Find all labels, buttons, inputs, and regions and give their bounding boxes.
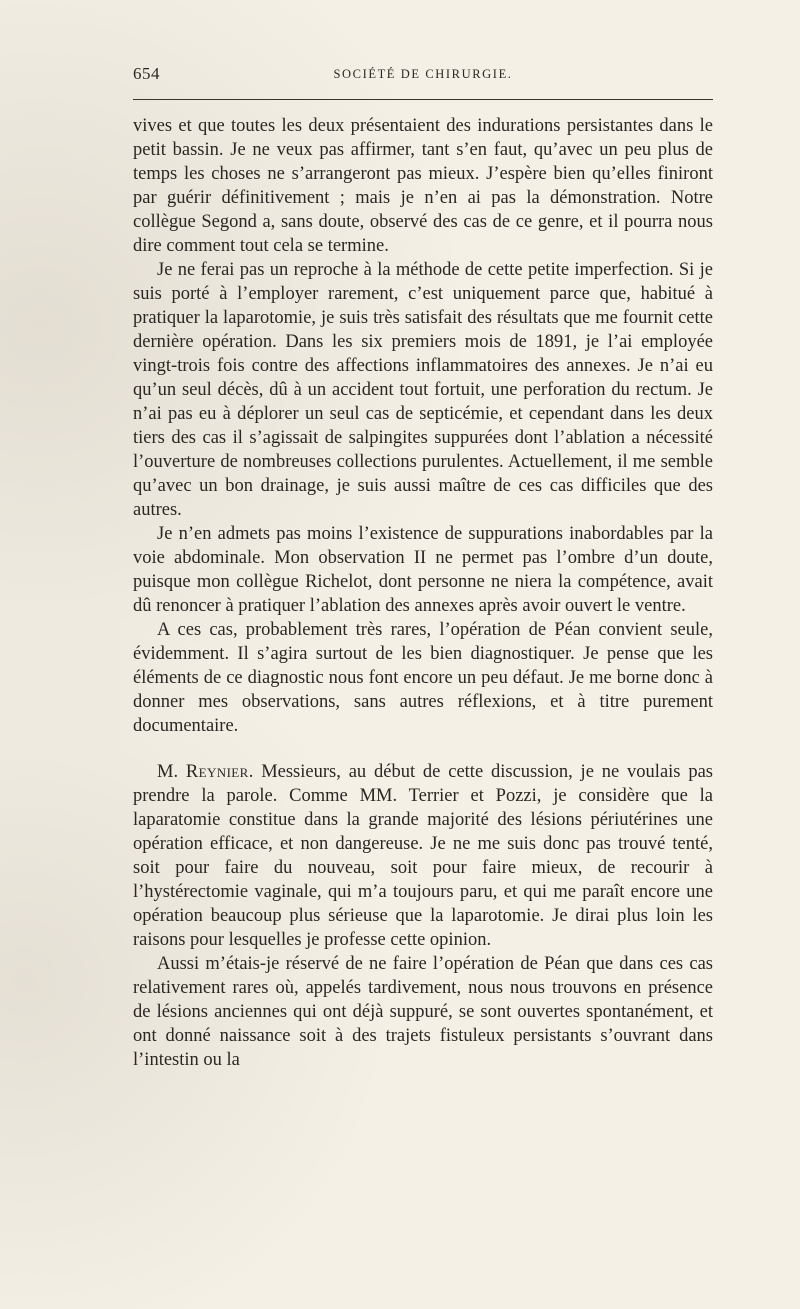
body-text <box>133 114 713 1072</box>
speech-paragraph <box>133 760 713 952</box>
running-head: SOCIÉTÉ DE CHIRURGIE. <box>333 67 513 81</box>
speaker-prefix: M. <box>157 762 186 782</box>
page-header <box>133 64 713 92</box>
paragraph: A ces cas, probablement très rares, l’opération de Péan convient seule, évidemment. Il s’agira surtout de les bien diagnostiquer. Je pense que les éléments de ce diagnostic nous font encore un peu défaut. Je me borne donc à donner mes observations, sans autres réflexions, et à titre purement documentaire. <box>133 620 713 736</box>
paragraph: Aussi m’étais-je réservé de ne faire l’opération de Péan que dans ces cas relativement rares où, appelés tardivement, nous nous trouvons en présence de lésions anciennes qui ont déjà suppuré, se sont ouvertes spontanément, et ont donné naissance soit à des trajets fistuleux persistants s’ouvrant dans l’intestin ou la <box>133 954 713 1070</box>
speaker-suffix: . <box>248 762 254 782</box>
paragraph: Je ne ferai pas un reproche à la méthode de cette petite imperfection. Si je suis porté à l’employer rarement, c’est uniquement parce que, habitué à pratiquer la laparotomie, je suis très satisfait des résultats que me fournit cette dernière opération. Dans les six premiers mois de 1891, je l’ai employée vingt-trois fois contre des affections inflammatoires des annexes. Je n’ai eu qu’un seul décès, dû à un accident tout fortuit, une perforation du rectum. Je n’ai pas eu à déplorer un seul cas de septicémie, et cependant dans les deux tiers des cas il s’agissait de salpingites suppurées dont l’ablation a nécessité l’ouverture de nombreuses collections purulentes. Actuellement, il me semble qu’avec un bon drainage, je suis aussi maître de ces cas difficiles que des autres. <box>133 260 713 520</box>
page-number: 654 <box>133 64 160 83</box>
paragraph: vives et que toutes les deux présentaient des indurations persistantes dans le petit bassin. Je ne veux pas affirmer, tant s’en faut, qu’avec un peu plus de temps les choses ne s’arrangeront pas mieux. J’espère bien qu’elles finiront par guérir définitivement ; mais je n’en ai pas la démonstration. Notre collègue Segond a, sans doute, observé des cas de ce genre, et il pourra nous dire comment tout cela se termine. <box>133 116 713 256</box>
speaker-name: Reynier <box>185 762 249 782</box>
paragraph: Je n’en admets pas moins l’existence de suppurations inabordables par la voie abdominale. Mon observation II ne permet pas l’ombre d’un doute, puisque mon collègue Richelot, dont personne ne niera la compétence, avait dû renoncer à pratiquer l’ablation des annexes après avoir ouvert le ventre. <box>133 524 713 616</box>
header-rule <box>133 99 713 100</box>
speech-text: Messieurs, au début de cette discussion, je ne voulais pas prendre la parole. Comme MM. Terrier et Pozzi, je considère que la laparatomie constitue dans la grande majorité des lésions périutérines une opération efficace, et non dangereuse. Je ne me suis donc pas trouvé tenté, soit pour faire du nouveau, soit pour faire mieux, de recourir à l’hystérectomie vaginale, qui m’a toujours paru, et qui me paraît encore une opération beaucoup plus sérieuse que la laparotomie. Je dirai plus loin les raisons pour lesquelles je professe cette opinion. <box>133 762 713 950</box>
